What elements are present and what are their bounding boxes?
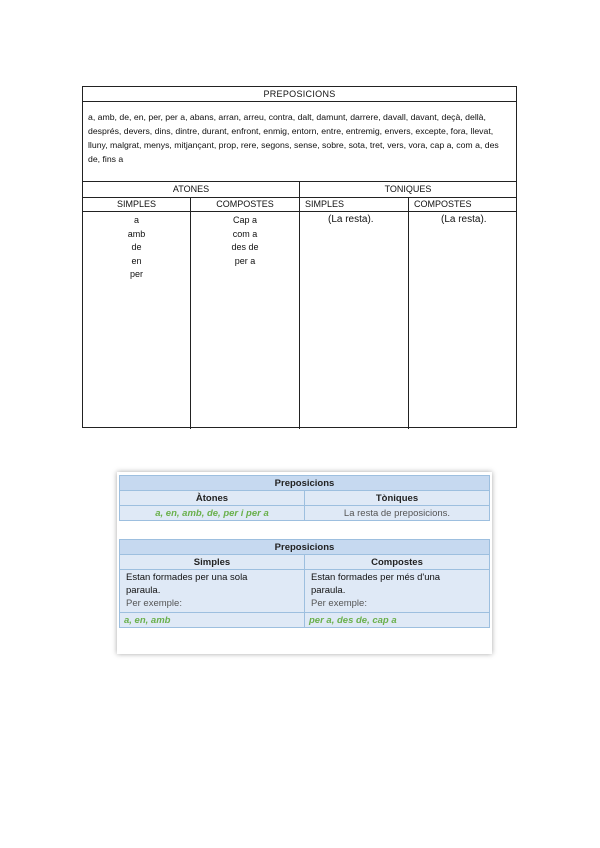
list-item: de bbox=[131, 242, 142, 252]
list-item: com a bbox=[232, 228, 258, 239]
toniques-simples-cell: (La resta). bbox=[300, 212, 409, 429]
header-simples: Simples bbox=[120, 555, 305, 570]
toniques-compostes-cell: (La resta). bbox=[441, 214, 487, 225]
header-atones: Àtones bbox=[120, 491, 305, 506]
simples-desc-line: Estan formades per una sola bbox=[126, 572, 248, 583]
prepositions-table bbox=[82, 86, 517, 428]
list-item: a bbox=[133, 215, 139, 225]
compostes-example-label: Per exemple: bbox=[311, 598, 367, 609]
list-item: Cap a bbox=[232, 215, 258, 225]
list-item: per bbox=[129, 269, 143, 279]
list-item: per a bbox=[234, 255, 256, 266]
table-title: Preposicions bbox=[120, 540, 490, 555]
toniques-value: La resta de preposicions. bbox=[305, 506, 490, 521]
subheader-row bbox=[83, 198, 516, 212]
prepositions-summary-image bbox=[117, 472, 492, 654]
atones-simples-cell bbox=[83, 212, 191, 429]
group-toniques: TONIQUES bbox=[384, 184, 432, 194]
simples-desc-line: paraula. bbox=[126, 585, 161, 596]
atones-value: a, en, amb, de, per i per a bbox=[120, 506, 305, 521]
table-title: Preposicions bbox=[120, 476, 490, 491]
compostes-example: per a, des de, cap a bbox=[305, 613, 490, 628]
subheader-atones-compostes: COMPOSTES bbox=[191, 198, 300, 211]
simples-compostes-table bbox=[119, 539, 490, 628]
prepositions-list: a, amb, de, en, per, per a, abans, arran, arreu, contra, dalt, damunt, darrere, davall, davant, deçà, dellà, després, devers, dins, dintre, durant, enfront, enmig, entorn, entre, entremig, envers, excepte, fora, llevat, lluny, malgrat, menys, mitjançant, prop, rere, segons, sense, sobre, sota, tret, vers, vora, cap a, com a, des de, fins a bbox=[83, 102, 516, 182]
table-body bbox=[83, 212, 516, 429]
simples-example-label: Per exemple: bbox=[126, 598, 182, 609]
subheader-toniques-simples: SIMPLES bbox=[300, 198, 409, 211]
list-item: des de bbox=[231, 242, 259, 252]
compostes-desc-line: Estan formades per més d'una bbox=[311, 572, 441, 583]
header-toniques: Tòniques bbox=[305, 491, 490, 506]
atones-compostes-cell bbox=[191, 212, 300, 429]
list-item: en bbox=[131, 255, 142, 266]
header-compostes: Compostes bbox=[305, 555, 490, 570]
subheader-atones-simples: SIMPLES bbox=[83, 198, 191, 211]
compostes-desc-line: paraula. bbox=[311, 585, 346, 596]
compostes-description bbox=[305, 570, 490, 613]
group-header-row bbox=[83, 182, 516, 198]
table-title: PREPOSICIONS bbox=[83, 87, 516, 102]
atones-toniques-table bbox=[119, 475, 490, 521]
group-atones: ATONES bbox=[83, 182, 300, 197]
subheader-toniques-compostes: COMPOSTES bbox=[414, 199, 472, 209]
simples-description bbox=[120, 570, 305, 613]
list-item: amb bbox=[127, 228, 146, 239]
simples-example: a, en, amb bbox=[120, 613, 305, 628]
